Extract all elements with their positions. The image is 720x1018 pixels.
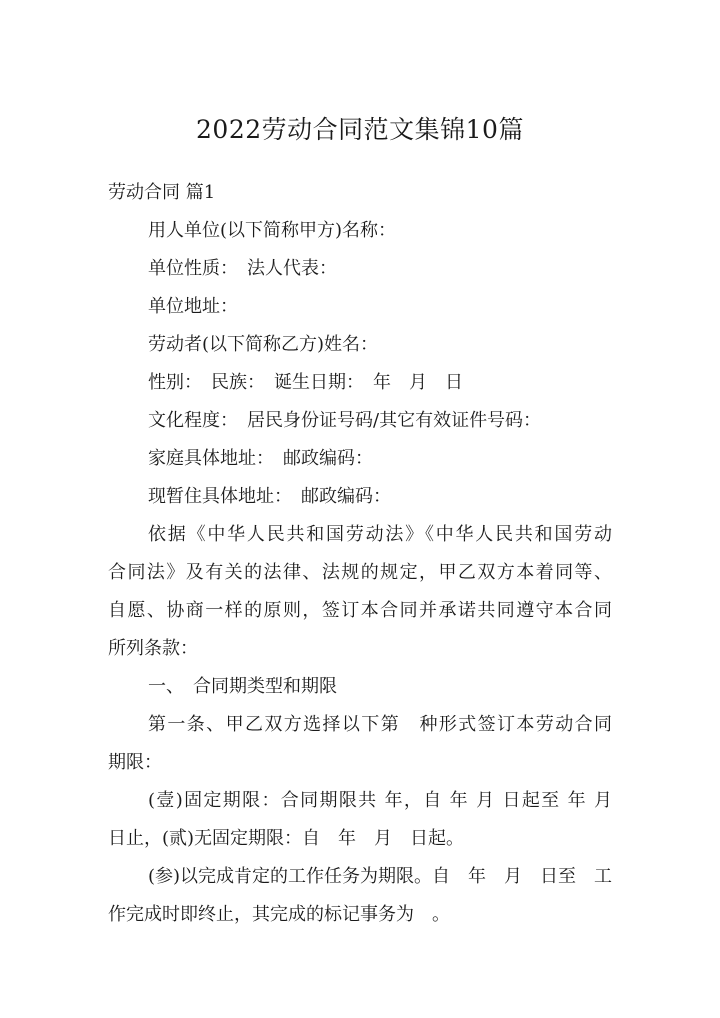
- section-heading: 劳动合同 篇1: [108, 182, 216, 203]
- article-one-line: 第一条、甲乙双方选择以下第 种形式签订本劳动合同: [148, 714, 612, 735]
- employer-address-line: 单位地址：: [148, 296, 238, 317]
- employee-name-line: 劳动者(以下简称乙方)姓名：: [148, 334, 379, 355]
- clause-heading: 一、 合同期类型和期限: [148, 676, 337, 697]
- basis-paragraph-line: 所列条款：: [108, 638, 198, 659]
- employee-gender-line: 性别： 民族： 诞生日期： 年 月 日: [148, 372, 463, 393]
- employer-name-line: 用人单位(以下简称甲方)名称：: [148, 220, 397, 241]
- home-address-line: 家庭具体地址： 邮政编码：: [148, 448, 373, 469]
- basis-paragraph-line: 自愿、协商一样的原则，签订本合同并承诺共同遵守本合同: [108, 600, 612, 621]
- temp-address-line: 现暂住具体地址： 邮政编码：: [148, 486, 391, 507]
- fixed-term-line: (壹)固定期限：合同期限共 年，自 年 月 日起至 年 月: [148, 790, 612, 811]
- basis-paragraph-line: 合同法》及有关的法律、法规的规定，甲乙双方本着同等、: [108, 562, 612, 583]
- fixed-term-line: 日止，(贰)无固定期限：自 年 月 日起。: [108, 828, 465, 849]
- employer-nature-line: 单位性质： 法人代表：: [148, 258, 337, 279]
- employee-education-line: 文化程度： 居民身份证号码/其它有效证件号码：: [148, 410, 542, 431]
- document-title: 2022劳动合同范文集锦10篇: [196, 115, 524, 144]
- task-term-line: (参)以完成肯定的工作任务为期限。自 年 月 日至 工: [148, 866, 613, 887]
- basis-paragraph-line: 依据《中华人民共和国劳动法》《中华人民共和国劳动: [148, 524, 612, 545]
- task-term-line: 作完成时即终止，其完成的标记事务为 。: [108, 904, 450, 925]
- article-one-line: 期限：: [108, 752, 162, 773]
